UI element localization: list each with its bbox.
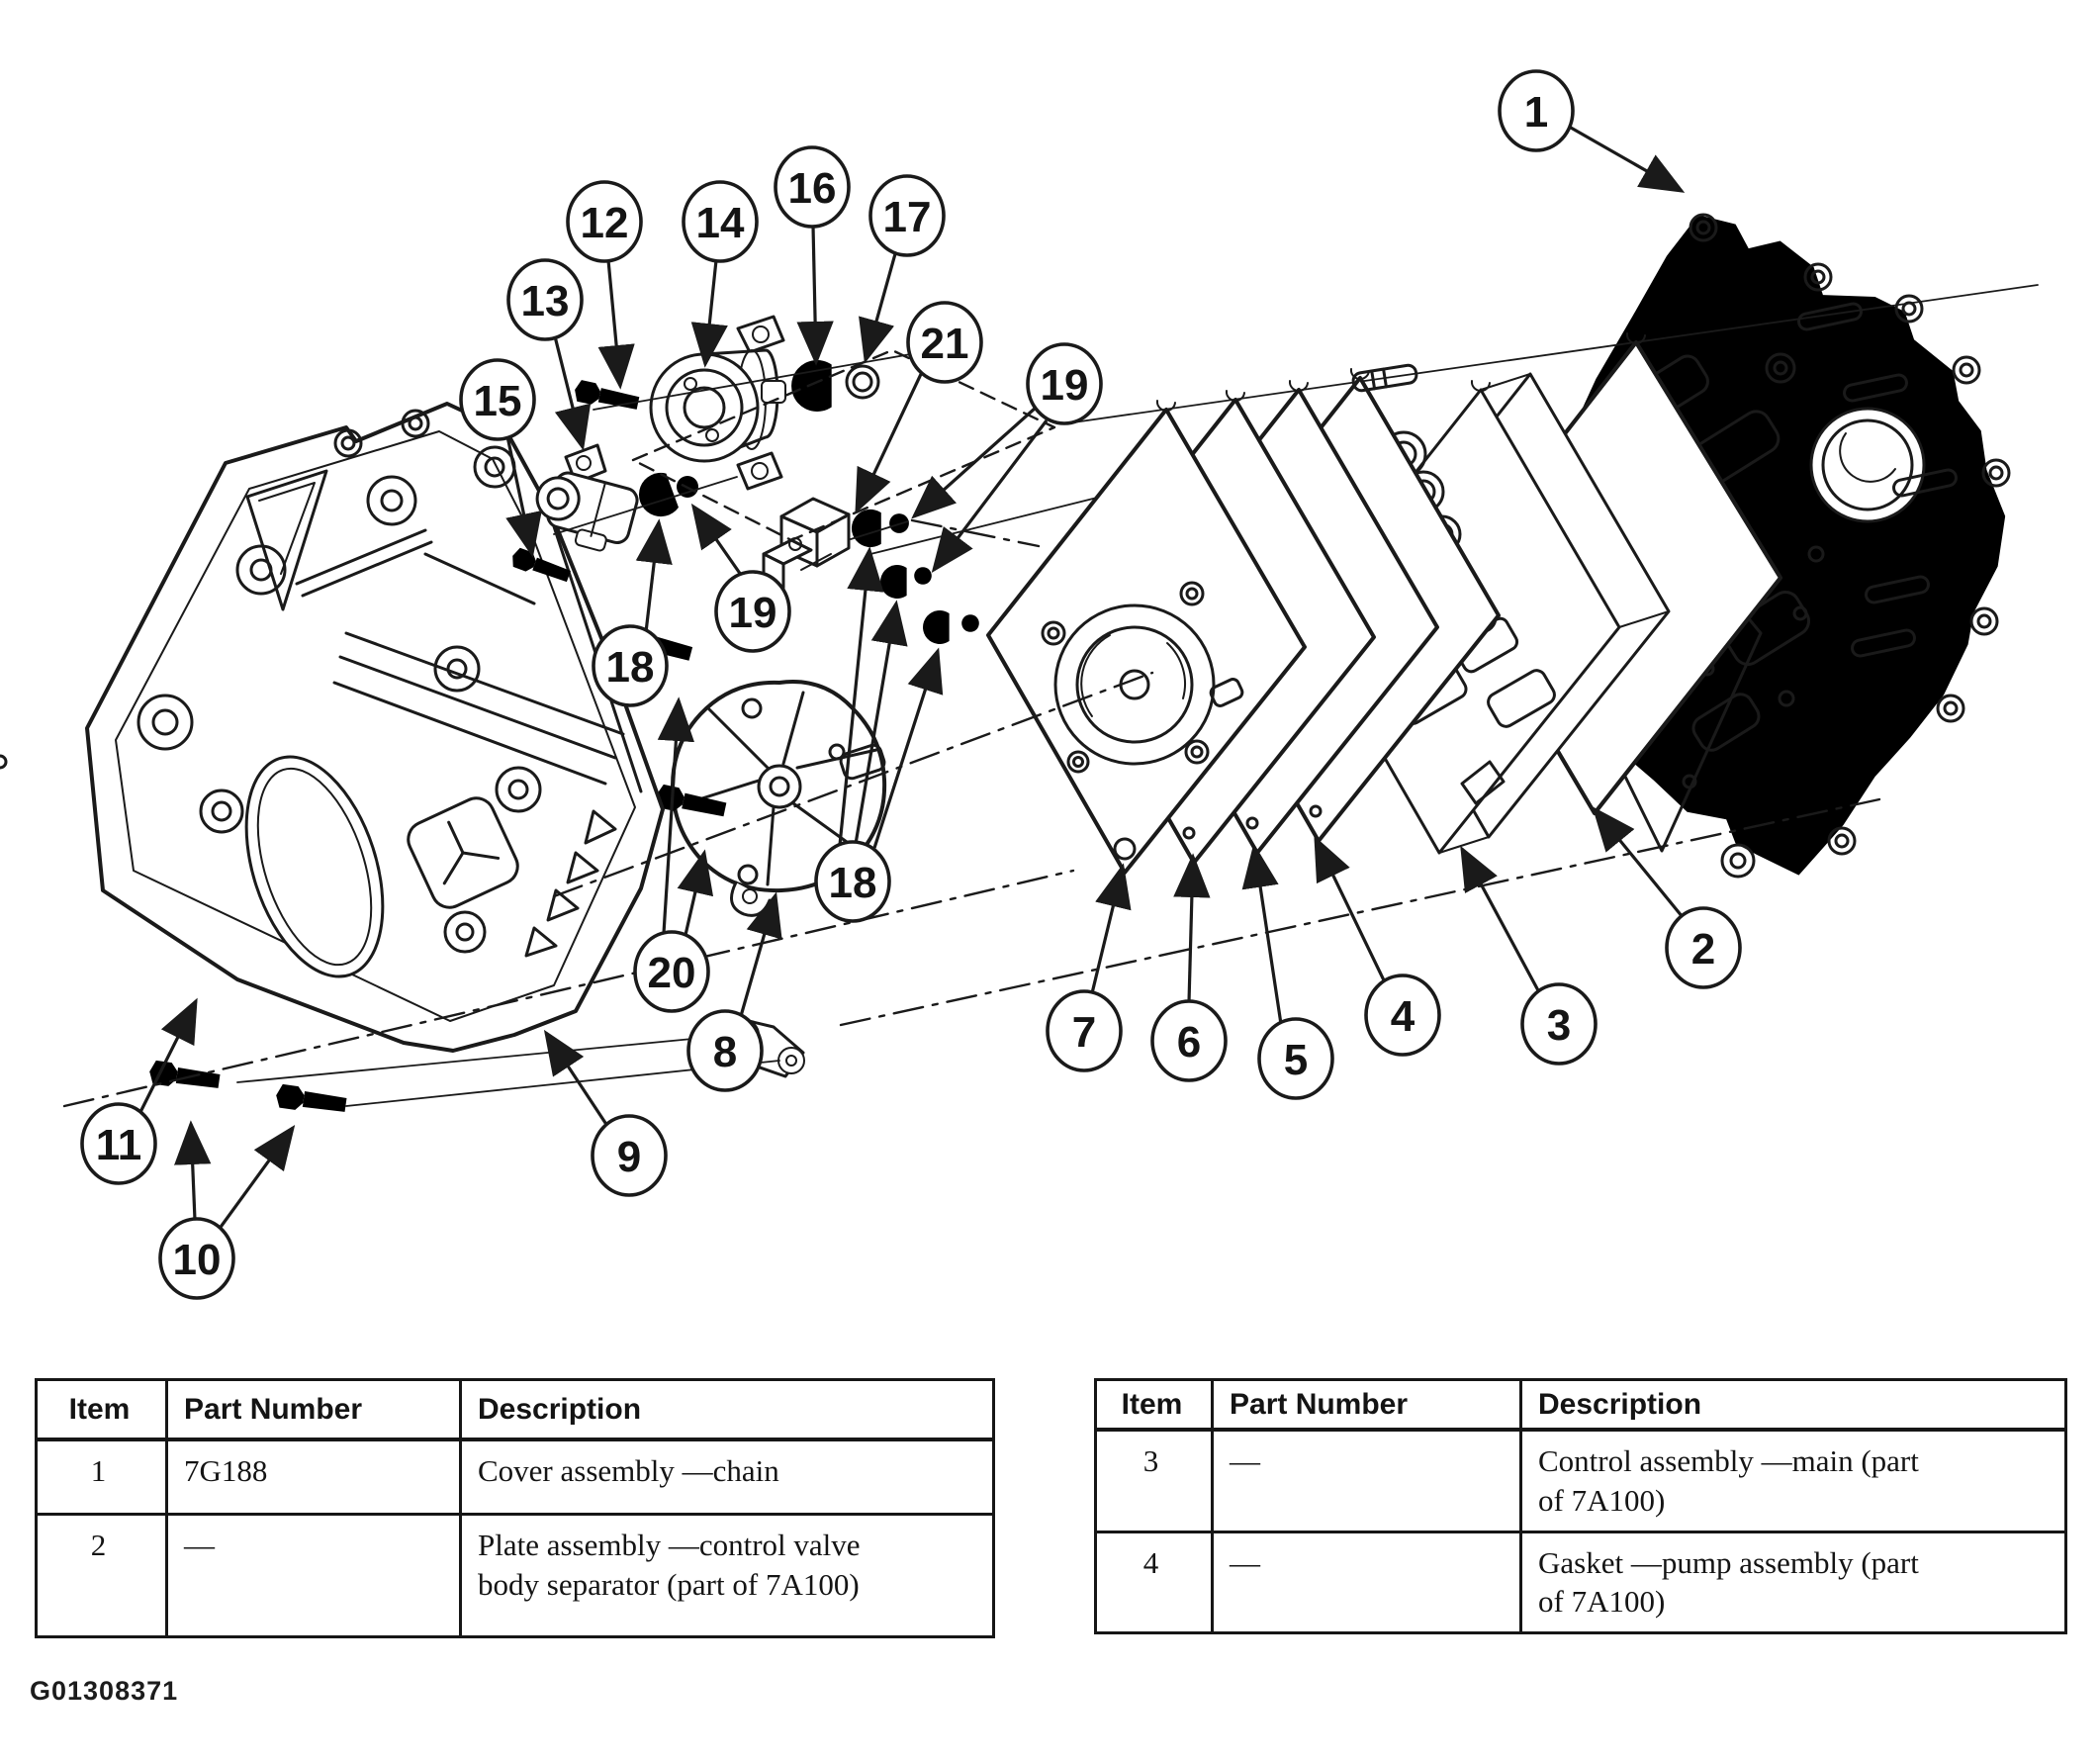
callout-5 — [1254, 847, 1332, 1098]
part-number-cell: — — [1213, 1430, 1521, 1531]
callout-number: 9 — [616, 1133, 642, 1181]
o-ring-17 — [847, 366, 878, 398]
item-cell: 1 — [37, 1439, 167, 1514]
callout-number: 1 — [1523, 88, 1549, 137]
callout-number: 3 — [1546, 1001, 1572, 1050]
washer-19a2 — [914, 567, 932, 585]
callout-number: 16 — [787, 164, 837, 213]
callout-number: 20 — [647, 949, 696, 997]
o-ring-16 — [791, 360, 832, 412]
callout-arrow — [857, 372, 922, 510]
col-item: Item — [1096, 1380, 1213, 1431]
callout-number: 19 — [1040, 361, 1089, 410]
part-number-cell: 7G188 — [167, 1439, 461, 1514]
washer-19a3 — [961, 614, 979, 632]
retaining-ring-18b1 — [852, 510, 881, 547]
parts-table-right — [1094, 1378, 2067, 1634]
part-number-cell: — — [1213, 1531, 1521, 1632]
callout-16 — [776, 147, 849, 362]
col-part-number: Part Number — [1213, 1380, 1521, 1431]
solenoid-21 — [764, 499, 849, 588]
callout-number: 8 — [712, 1028, 738, 1076]
callout-6 — [1152, 857, 1226, 1080]
col-description: Description — [461, 1380, 994, 1440]
callout-1 — [1500, 71, 1682, 191]
callout-arrow — [693, 507, 741, 575]
callout-arrow — [1254, 847, 1281, 1024]
solenoid-14 — [651, 317, 785, 489]
callout-arrow — [219, 1128, 293, 1230]
col-item: Item — [37, 1380, 167, 1440]
parts-table-left — [35, 1378, 995, 1638]
callout-number: 12 — [580, 199, 629, 247]
callout-10 — [160, 1124, 293, 1298]
callout-arrow — [1462, 849, 1539, 992]
item-cell: 4 — [1096, 1531, 1213, 1632]
figure-id-code: G01308371 — [30, 1676, 179, 1706]
callout-arrow — [140, 1001, 196, 1112]
callout-9 — [546, 1033, 666, 1195]
callout-arrow — [646, 522, 659, 632]
callout-19 — [693, 507, 789, 651]
callout-arrow — [191, 1124, 195, 1220]
callout-arrow — [705, 260, 716, 364]
item-cell: 3 — [1096, 1430, 1213, 1531]
callout-number: 11 — [95, 1121, 142, 1169]
callout-11 — [82, 1001, 196, 1183]
table-row — [37, 1515, 994, 1637]
callout-number: 14 — [695, 199, 745, 247]
part-number-cell: — — [167, 1515, 461, 1637]
callout-number: 6 — [1176, 1018, 1202, 1067]
callout-arrow — [1571, 128, 1682, 191]
callout-arrow — [914, 408, 1036, 516]
table-row — [1096, 1430, 2066, 1531]
callout-number: 19 — [728, 589, 777, 637]
callout-number: 18 — [828, 859, 877, 907]
table-row — [1096, 1531, 2066, 1632]
description-cell: Cover assembly —chain — [461, 1439, 994, 1514]
callout-number: 15 — [473, 377, 522, 425]
callout-arrow — [685, 853, 704, 935]
callout-arrow — [1595, 809, 1683, 917]
col-description: Description — [1521, 1380, 2066, 1431]
callout-arrow — [813, 226, 816, 362]
callout-number: 13 — [520, 277, 570, 325]
callout-4 — [1316, 839, 1439, 1055]
table-header-row — [1096, 1380, 2066, 1431]
callout-number: 2 — [1690, 925, 1716, 974]
description-cell: Plate assembly —control valve body separator (part of 7A100) — [461, 1515, 994, 1637]
callout-arrow — [1092, 867, 1123, 993]
callout-number: 17 — [882, 193, 932, 241]
description-cell: Gasket —pump assembly (part of 7A100) — [1521, 1531, 2066, 1632]
callout-number: 5 — [1283, 1036, 1309, 1084]
retaining-ring-18b3 — [923, 610, 950, 644]
callout-21 — [857, 303, 981, 510]
callout-3 — [1462, 849, 1596, 1064]
callout-arrow — [1189, 857, 1193, 1002]
description-cell: Control assembly —main (part of 7A100) — [1521, 1430, 2066, 1531]
callout-number: 7 — [1071, 1008, 1097, 1057]
callout-number: 4 — [1390, 992, 1415, 1041]
callout-arrow — [1316, 839, 1385, 982]
table-row — [37, 1439, 994, 1514]
item-cell: 2 — [37, 1515, 167, 1637]
callout-7 — [1048, 867, 1123, 1070]
retaining-ring-18b2 — [880, 565, 907, 599]
table-header-row — [37, 1380, 994, 1440]
callout-18 — [593, 522, 667, 705]
callout-number: 10 — [172, 1236, 222, 1284]
callout-number: 21 — [920, 320, 969, 368]
callout-number: 18 — [605, 643, 655, 692]
callout-arrow — [934, 420, 1047, 570]
callout-arrow — [608, 260, 620, 386]
callout-arrow — [866, 250, 896, 360]
col-part-number: Part Number — [167, 1380, 461, 1440]
